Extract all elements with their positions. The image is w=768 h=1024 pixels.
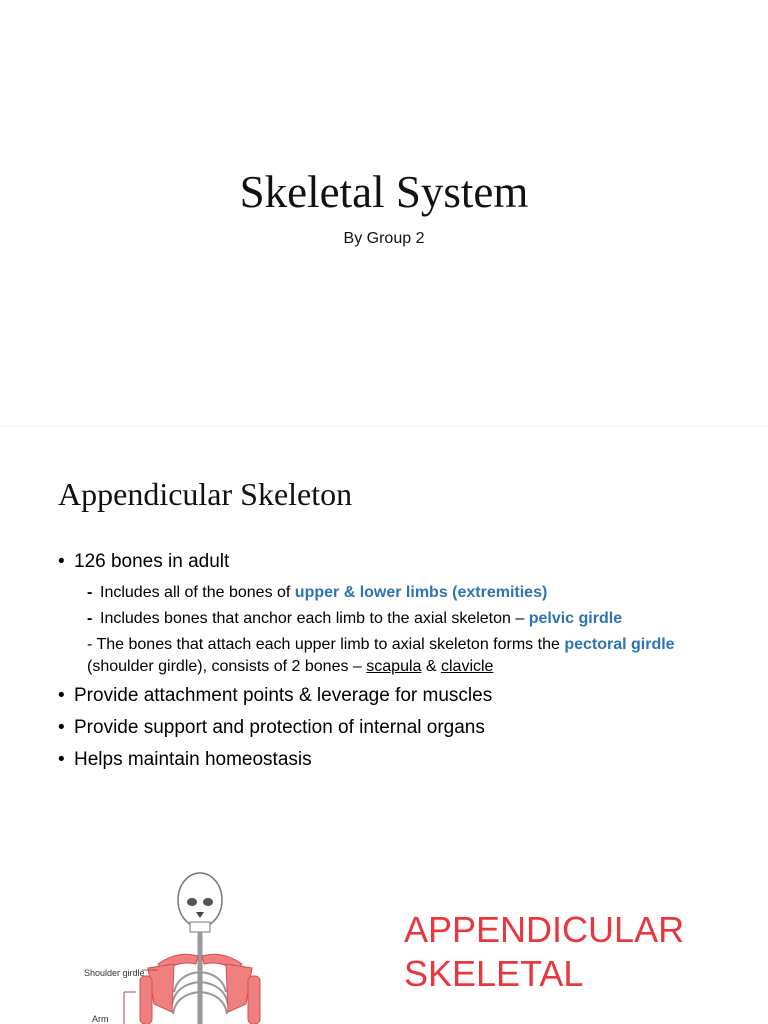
bottom-title (404, 908, 684, 996)
rib-shape (200, 992, 227, 1014)
sub-bullet-text: & (421, 658, 441, 675)
skeleton-diagram (78, 872, 308, 1024)
left-humerus-shape (140, 976, 152, 1024)
bullet-text: Provide attachment points & leverage for muscles (74, 685, 493, 706)
right-humerus-shape (248, 976, 260, 1024)
eye-socket (203, 898, 213, 906)
highlight-text: pectoral girdle (564, 636, 675, 653)
bullet-list (58, 550, 698, 780)
bullet-icon: • (58, 749, 65, 770)
eye-socket (187, 898, 197, 906)
highlight-text: upper & lower limbs (extremities) (294, 584, 548, 601)
sub-bullet-text: Includes all of the bones of (100, 584, 295, 601)
slide-heading: Appendicular Skeleton (58, 476, 353, 512)
slide-title: Skeletal System (239, 167, 529, 217)
bottom-title-line: SKELETAL (404, 953, 584, 994)
dash-icon: - (87, 584, 93, 601)
highlight-text: pelvic girdle (528, 610, 623, 627)
dash-icon: - (87, 610, 93, 627)
bullet-icon: • (58, 685, 65, 706)
bullet-item (58, 550, 698, 574)
slide-divider (0, 426, 768, 427)
jaw-shape (190, 922, 210, 932)
underlined-term: clavicle (440, 658, 494, 675)
bullet-text: Helps maintain homeostasis (74, 749, 312, 770)
slide-subtitle: By Group 2 (343, 230, 425, 247)
rib-shape (173, 992, 200, 1014)
shoulder-girdle-label: Shoulder girdle (84, 968, 145, 978)
sub-bullet-text: (shoulder girdle), consists of 2 bones – (87, 658, 367, 675)
bullet-icon: • (58, 717, 65, 738)
underlined-term: scapula (366, 658, 422, 675)
title-slide (0, 0, 768, 420)
sub-bullet-text: Includes bones that anchor each limb to the axial skeleton – (100, 610, 529, 627)
sub-bullet-item (58, 634, 698, 678)
bottom-title-line: APPENDICULAR (404, 909, 685, 950)
content-slide (0, 432, 768, 1024)
sub-bullet-text: - The bones that attach each upper limb to axial skeleton forms the (87, 636, 565, 653)
sub-bullet-item (58, 608, 698, 630)
bullet-item (58, 748, 698, 772)
bullet-text: 126 bones in adult (74, 551, 230, 572)
bullet-item (58, 716, 698, 740)
bullet-item (58, 684, 698, 708)
bullet-text: Provide support and protection of internal organs (74, 717, 485, 738)
skull-shape (178, 873, 222, 927)
sub-bullet-item (58, 582, 698, 604)
arm-label: Arm (92, 1014, 109, 1024)
bullet-icon: • (58, 551, 65, 572)
